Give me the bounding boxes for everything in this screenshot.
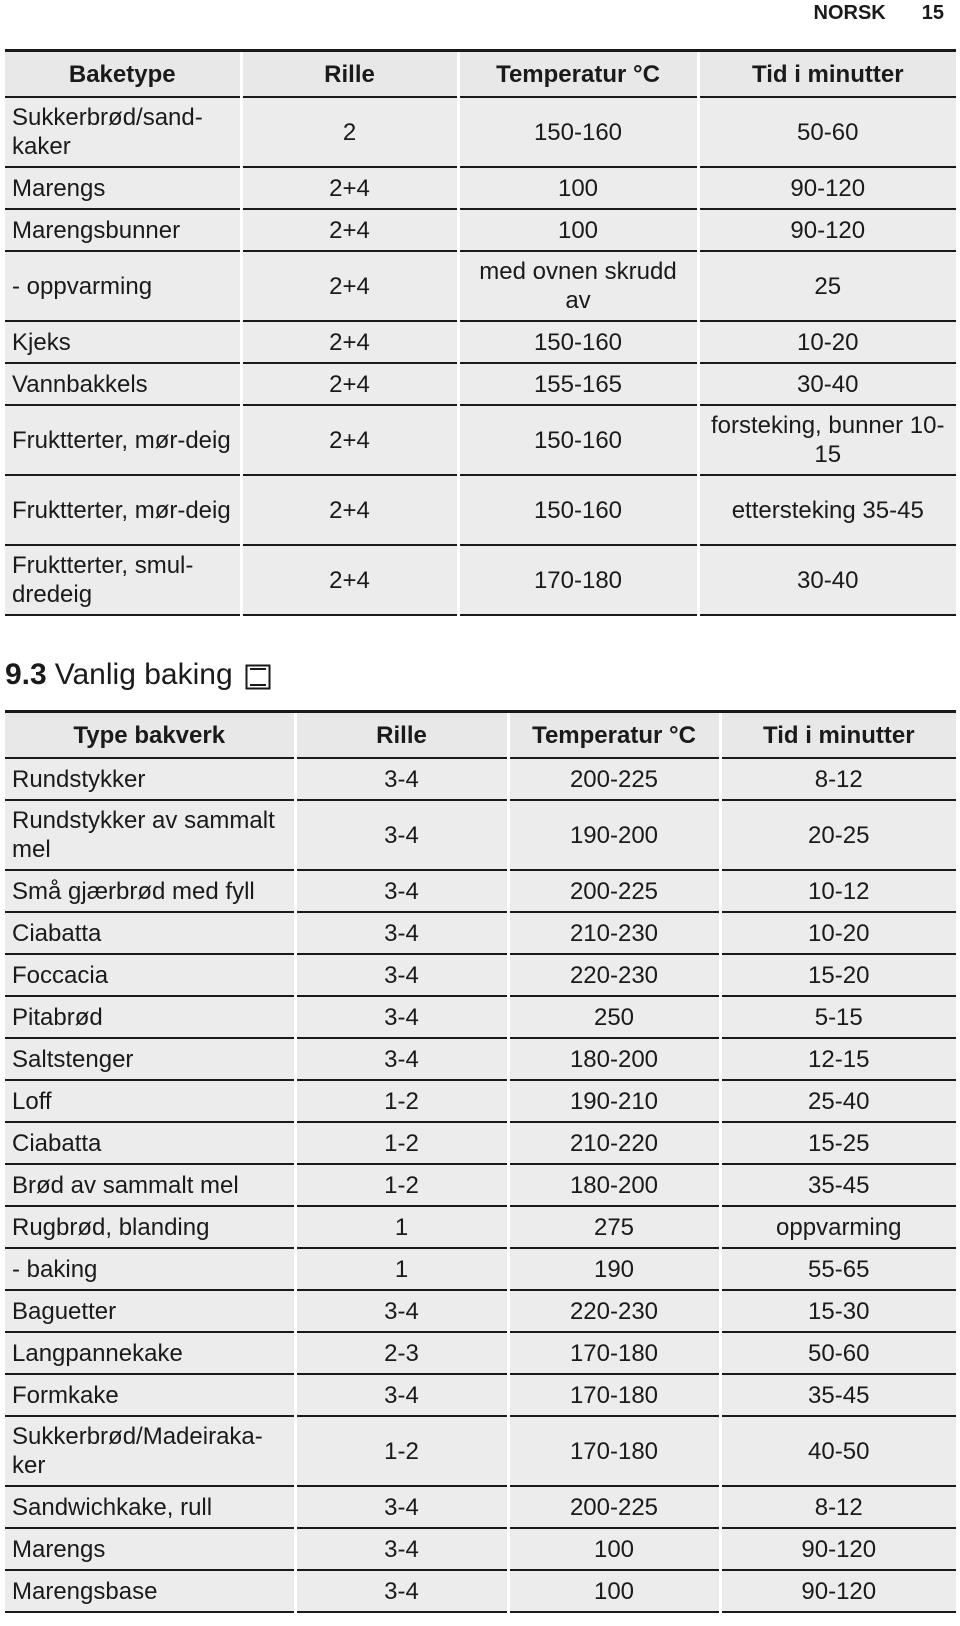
table-row (5, 545, 956, 615)
table-row (5, 475, 956, 545)
table-row (5, 1164, 956, 1206)
table-cell: 200-225 (508, 758, 720, 800)
table-cell: 170-180 (508, 1374, 720, 1416)
table-cell: 190-210 (508, 1080, 720, 1122)
table-cell: Marengs (5, 1528, 295, 1570)
table-cell: Rundstykker (5, 758, 295, 800)
table-cell: Pitabrød (5, 996, 295, 1038)
table-cell: 35-45 (720, 1164, 956, 1206)
table-cell: 190-200 (508, 800, 720, 870)
table-cell: 20-25 (720, 800, 956, 870)
table-cell: - oppvarming (5, 251, 241, 321)
table-cell: 90-120 (720, 1528, 956, 1570)
table-cell: 8-12 (720, 1486, 956, 1528)
table-cell: 1-2 (295, 1080, 508, 1122)
table-row (5, 1122, 956, 1164)
column-header: Tid i minutter (720, 712, 956, 759)
table-cell: 15-25 (720, 1122, 956, 1164)
table-cell: 15-20 (720, 954, 956, 996)
table-row (5, 1570, 956, 1612)
table-row (5, 1248, 956, 1290)
table-cell: 2+4 (241, 475, 458, 545)
table-row (5, 321, 956, 363)
table-cell: 25-40 (720, 1080, 956, 1122)
table-cell: 3-4 (295, 758, 508, 800)
table-cell: med ovnen skrudd av (458, 251, 698, 321)
table-row (5, 1038, 956, 1080)
table-cell: 2-3 (295, 1332, 508, 1374)
table-cell: 1 (295, 1206, 508, 1248)
table-cell: 3-4 (295, 1486, 508, 1528)
table-row (5, 1080, 956, 1122)
column-header: Type bakverk (5, 712, 295, 759)
baking-table-2 (5, 710, 956, 1613)
table-cell: 35-45 (720, 1374, 956, 1416)
table-cell: 2+4 (241, 167, 458, 209)
table-row (5, 1486, 956, 1528)
table-cell: 90-120 (698, 209, 956, 251)
table-cell: 170-180 (458, 545, 698, 615)
table-cell: Baguetter (5, 1290, 295, 1332)
table-cell: Vannbakkels (5, 363, 241, 405)
table-row (5, 912, 956, 954)
column-header: Tid i minutter (698, 51, 956, 98)
table-cell: Små gjærbrød med fyll (5, 870, 295, 912)
table-cell: 150-160 (458, 405, 698, 475)
table-cell: 200-225 (508, 870, 720, 912)
table-row (5, 870, 956, 912)
table-cell: forsteking, bunner 10-15 (698, 405, 956, 475)
table-cell: 170-180 (508, 1332, 720, 1374)
column-header: Rille (295, 712, 508, 759)
table-cell: 150-160 (458, 475, 698, 545)
column-header: Temperatur °C (508, 712, 720, 759)
table-row (5, 167, 956, 209)
table-cell: 275 (508, 1206, 720, 1248)
table-cell: 170-180 (508, 1416, 720, 1486)
table-cell: 100 (458, 209, 698, 251)
table-cell: Kjeks (5, 321, 241, 363)
table-cell: 3-4 (295, 912, 508, 954)
table-cell: - baking (5, 1248, 295, 1290)
page-number: 15 (921, 1, 944, 24)
table-row (5, 954, 956, 996)
table-cell: 3-4 (295, 954, 508, 996)
page-header (814, 0, 944, 26)
table-cell: 2 (241, 97, 458, 167)
table-row (5, 1206, 956, 1248)
table-cell: 3-4 (295, 1374, 508, 1416)
table-cell: Marengsbunner (5, 209, 241, 251)
table-cell: 10-12 (720, 870, 956, 912)
table-cell: Brød av sammalt mel (5, 1164, 295, 1206)
table-cell: Saltstenger (5, 1038, 295, 1080)
table-row (5, 800, 956, 870)
table-cell: 3-4 (295, 996, 508, 1038)
table-row (5, 1374, 956, 1416)
language-label: NORSK (813, 1, 886, 24)
table-cell: 100 (508, 1570, 720, 1612)
table-cell: 210-220 (508, 1122, 720, 1164)
table-cell: 1 (295, 1248, 508, 1290)
table-cell: 2+4 (241, 363, 458, 405)
table-cell: 1-2 (295, 1122, 508, 1164)
table-cell: 155-165 (458, 363, 698, 405)
table-cell: Foccacia (5, 954, 295, 996)
table-cell: 1-2 (295, 1416, 508, 1486)
table-cell: 100 (458, 167, 698, 209)
table-cell: 25 (698, 251, 956, 321)
table-cell: Formkake (5, 1374, 295, 1416)
table-row (5, 363, 956, 405)
table-cell: 50-60 (698, 97, 956, 167)
table-cell: 55-65 (720, 1248, 956, 1290)
table-cell: 8-12 (720, 758, 956, 800)
table-cell: 3-4 (295, 1570, 508, 1612)
table-row (5, 209, 956, 251)
table-row (5, 1332, 956, 1374)
table-cell: 2+4 (241, 545, 458, 615)
table-cell: 5-15 (720, 996, 956, 1038)
table-cell: 200-225 (508, 1486, 720, 1528)
section-number: 9.3 (5, 658, 47, 691)
table-cell: Marengsbase (5, 1570, 295, 1612)
column-header: Temperatur °C (458, 51, 698, 98)
section-title-text: Vanlig baking (54, 658, 233, 691)
table-row (5, 758, 956, 800)
table-header-row (5, 51, 956, 98)
table-cell: 180-200 (508, 1164, 720, 1206)
table-cell: 1-2 (295, 1164, 508, 1206)
table-cell: 3-4 (295, 1528, 508, 1570)
table-row (5, 1416, 956, 1486)
table-cell: Marengs (5, 167, 241, 209)
table-cell: 150-160 (458, 97, 698, 167)
table-cell: 220-230 (508, 954, 720, 996)
table-row (5, 996, 956, 1038)
column-header: Rille (241, 51, 458, 98)
table-cell: 2+4 (241, 321, 458, 363)
table-cell: 40-50 (720, 1416, 956, 1486)
table-cell: 100 (508, 1528, 720, 1570)
table-cell: Fruktterter, smul-dredeig (5, 545, 241, 615)
table-row (5, 405, 956, 475)
table-cell: 12-15 (720, 1038, 956, 1080)
table-cell: 3-4 (295, 1038, 508, 1080)
baking-table-1 (5, 49, 956, 616)
table-cell: 90-120 (720, 1570, 956, 1612)
table-cell: Sandwichkake, rull (5, 1486, 295, 1528)
table-cell: Sukkerbrød/Madeiraka-ker (5, 1416, 295, 1486)
table-cell: 3-4 (295, 1290, 508, 1332)
table-cell: Sukkerbrød/sand-kaker (5, 97, 241, 167)
table-cell: 180-200 (508, 1038, 720, 1080)
section-title (5, 655, 271, 695)
table-cell: oppvarming (720, 1206, 956, 1248)
table-cell: 2+4 (241, 405, 458, 475)
table-cell: 220-230 (508, 1290, 720, 1332)
table-row (5, 251, 956, 321)
table-cell: 2+4 (241, 209, 458, 251)
table-cell: Langpannekake (5, 1332, 295, 1374)
table-cell: Fruktterter, mør-deig (5, 405, 241, 475)
table-cell: Rundstykker av sammalt mel (5, 800, 295, 870)
table-row (5, 1290, 956, 1332)
table-cell: 90-120 (698, 167, 956, 209)
column-header: Baketype (5, 51, 241, 98)
table-cell: 15-30 (720, 1290, 956, 1332)
table-row (5, 1528, 956, 1570)
table-cell: Rugbrød, blanding (5, 1206, 295, 1248)
table-cell: 190 (508, 1248, 720, 1290)
table-cell: 2+4 (241, 251, 458, 321)
table-cell: 10-20 (698, 321, 956, 363)
table-cell: 10-20 (720, 912, 956, 954)
table-cell: Fruktterter, mør-deig (5, 475, 241, 545)
table-cell: Ciabatta (5, 1122, 295, 1164)
table-cell: 3-4 (295, 870, 508, 912)
table-cell: 210-230 (508, 912, 720, 954)
table-cell: ettersteking 35-45 (698, 475, 956, 545)
table-cell: 30-40 (698, 363, 956, 405)
table-cell: Ciabatta (5, 912, 295, 954)
table-cell: Loff (5, 1080, 295, 1122)
table-cell: 3-4 (295, 800, 508, 870)
table-cell: 250 (508, 996, 720, 1038)
table-cell: 150-160 (458, 321, 698, 363)
table-cell: 50-60 (720, 1332, 956, 1374)
table-header-row (5, 712, 956, 759)
table-cell: 30-40 (698, 545, 956, 615)
table-row (5, 97, 956, 167)
conventional-heating-icon (245, 664, 271, 690)
